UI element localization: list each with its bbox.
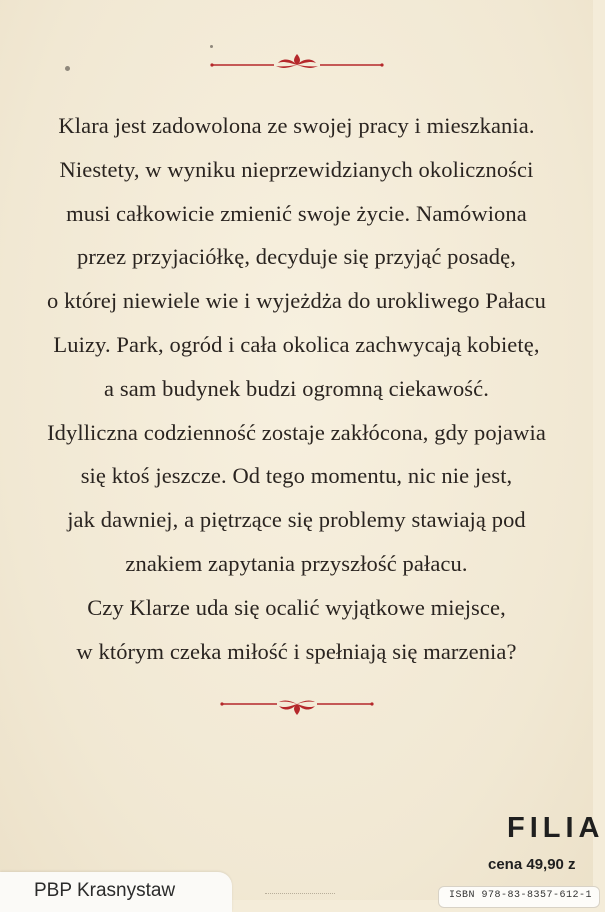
library-sticker (0, 872, 232, 912)
floral-ornament-icon (222, 695, 372, 719)
blurb-line: jak dawniej, a piętrzące się problemy stawiają pod (67, 507, 526, 533)
top-ornament (0, 50, 593, 74)
blurb-line: a sam budynek budzi ogromną ciekawość. (104, 375, 489, 401)
faint-print-mark (265, 893, 335, 898)
isbn-text: ISBN 978-83-8357-612-1 (449, 890, 593, 901)
blurb-line: przez przyjaciółkę, decyduje się przyjąć posadę, (77, 244, 516, 270)
blurb-line: Niestety, w wyniku nieprzewidzianych okoliczności (59, 156, 534, 182)
blurb-text (0, 104, 593, 673)
publisher-logo: FILIA (507, 812, 605, 844)
blurb-line: musi całkowicie zmienić swoje życie. Namówiona (66, 200, 527, 226)
blurb-line: Klara jest zadowolona ze swojej pracy i mieszkania. (58, 113, 535, 138)
floral-ornament-icon (212, 50, 382, 74)
blurb-line: Luizy. Park, ogród i cała okolica zachwycają kobietę, (53, 331, 540, 357)
blurb-line: w którym czeka miłość i spełniają się marzenia? (76, 638, 517, 664)
blurb-line: się ktoś jeszcze. Od tego momentu, nic nie jest, (80, 463, 513, 489)
blurb-line: Czy Klarze uda się ocalić wyjątkowe miejsce, (87, 594, 506, 620)
blurb-line: znakiem zapytania przyszłość pałacu. (125, 550, 468, 576)
blurb-line: o której niewiele wie i wyjeżdża do urokliwego Pałacu (47, 288, 546, 314)
price-label: cena 49,90 z (488, 856, 576, 873)
isbn-label (438, 886, 600, 908)
bottom-ornament (0, 695, 593, 719)
library-sticker-text: PBP Krasnystaw (34, 880, 176, 901)
blurb-line: Idylliczna codzienność zostaje zakłócona, gdy pojawia (47, 419, 546, 445)
paper-speck (210, 45, 213, 48)
